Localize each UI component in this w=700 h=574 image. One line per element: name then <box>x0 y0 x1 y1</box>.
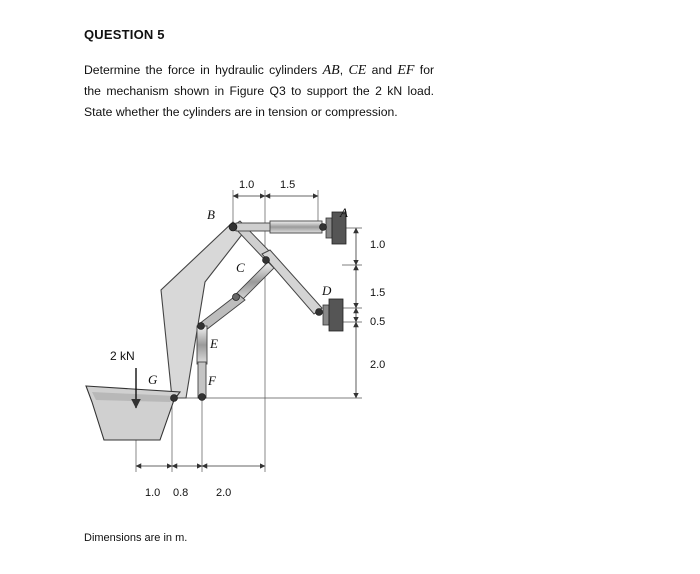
support-d <box>323 299 343 331</box>
link-cd <box>262 250 322 314</box>
dim-bottom-1: 1.0 <box>145 487 161 499</box>
dim-right-4: 2.0 <box>370 359 386 371</box>
dim-bottom-3: 2.0 <box>216 487 232 499</box>
dim-top-2: 1.5 <box>280 179 296 191</box>
text-part-4: for the mechanism shown in Figure Q3 to support the 2 kN load. State whether the cylinders are in tension or compression. <box>84 63 435 119</box>
question-heading: QUESTION 5 <box>84 27 165 42</box>
dim-right-2: 1.5 <box>370 287 386 299</box>
text-part-3: and <box>366 63 398 77</box>
text-part-1: Determine the force in hydraulic cylinders <box>84 63 323 77</box>
dim-top-1: 1.0 <box>239 179 255 191</box>
label-f: F <box>208 373 216 388</box>
dim-right-3: 0.5 <box>370 316 386 328</box>
var-ab: AB <box>322 63 340 78</box>
cylinder-ef <box>197 326 207 398</box>
label-g: G <box>148 372 158 387</box>
label-e: E <box>210 336 218 351</box>
cylinder-ab <box>236 221 322 233</box>
label-a: A <box>340 205 348 220</box>
label-d: D <box>322 283 332 298</box>
dim-bottom-2: 0.8 <box>173 487 189 499</box>
var-ef: EF <box>397 63 415 78</box>
var-ce: CE <box>348 63 367 78</box>
dim-right-1: 1.0 <box>370 239 386 251</box>
units-note: Dimensions are in m. <box>84 532 188 544</box>
load-label: 2 kN <box>110 349 135 363</box>
label-c: C <box>236 260 245 275</box>
text-part-2: , <box>339 63 349 77</box>
label-b: B <box>207 207 215 222</box>
